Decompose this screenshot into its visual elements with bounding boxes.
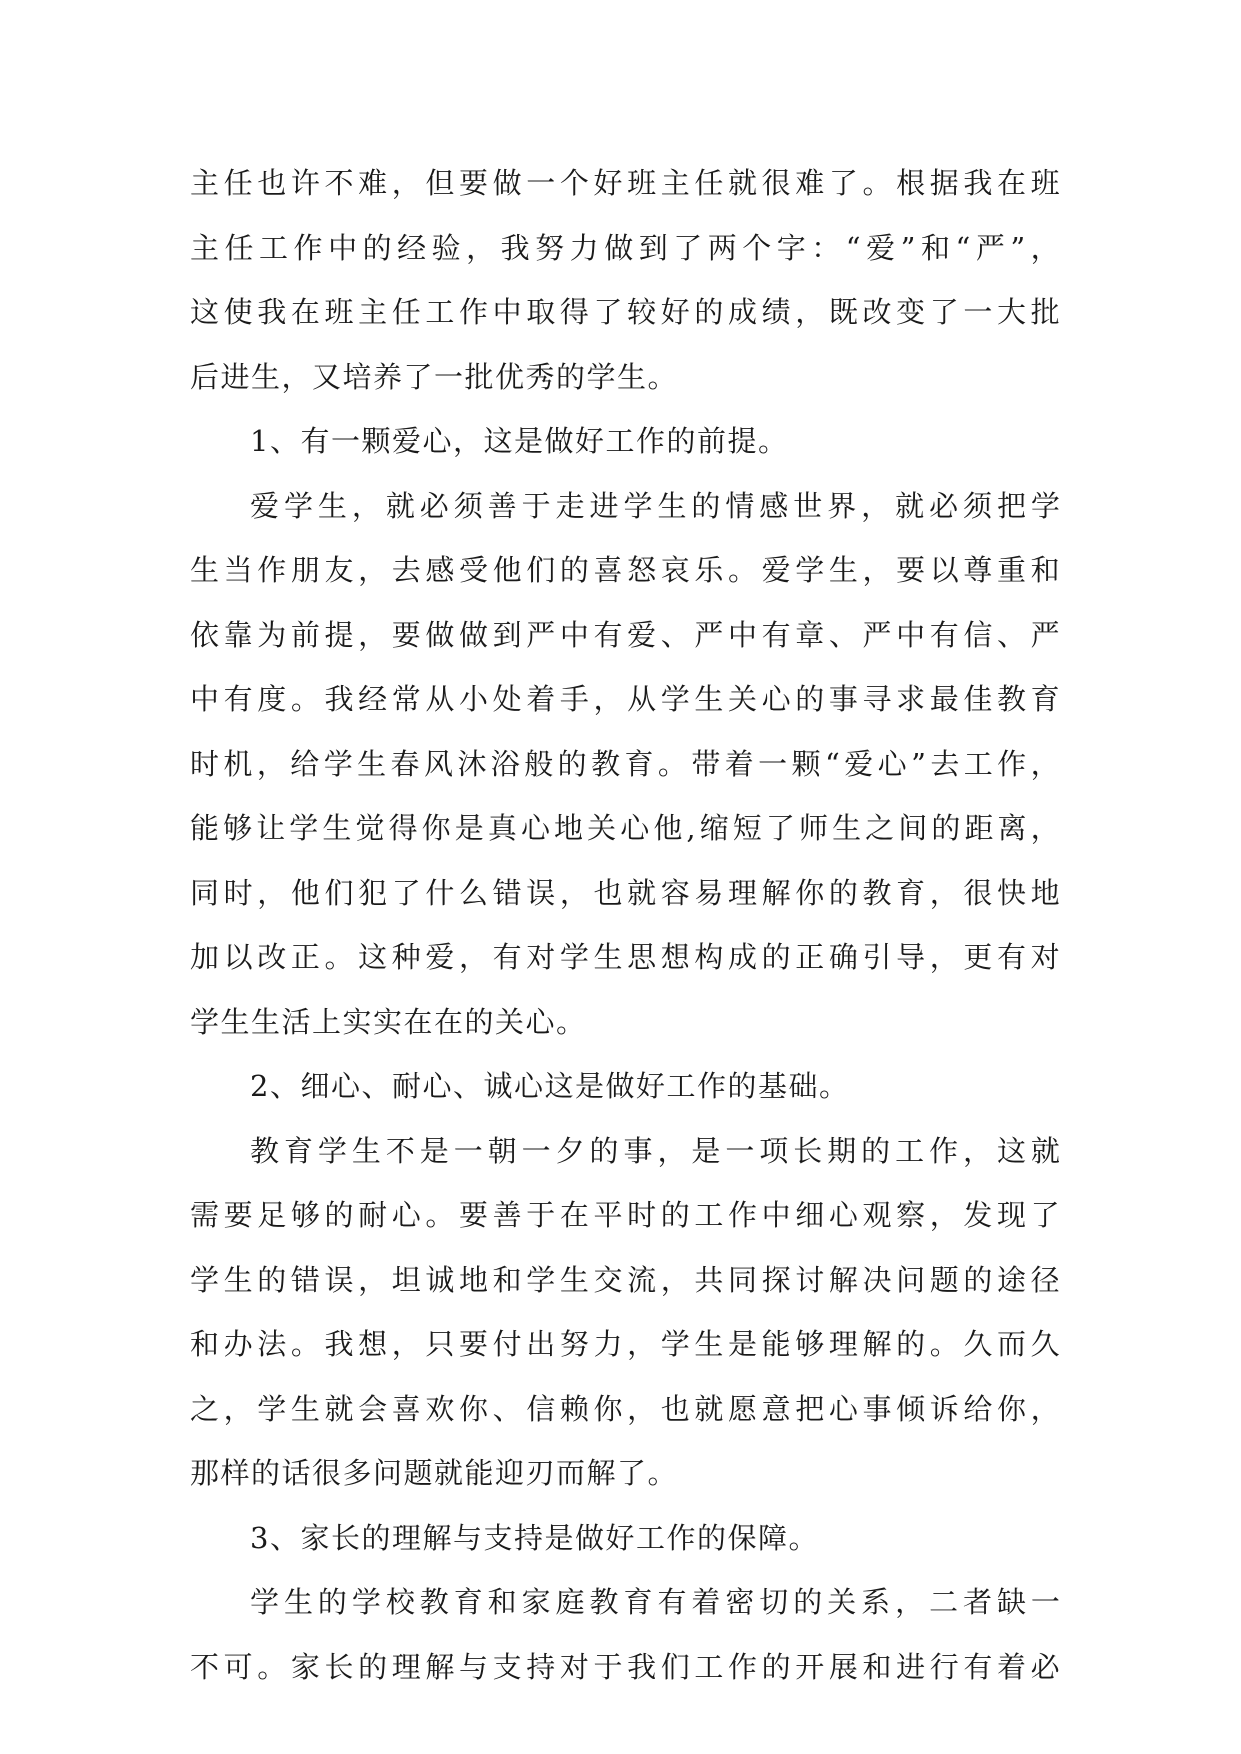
text-line: 这 使 我 在 班 主 任 工 作 中 取 得 了 较 好 的 成 绩 ， 既 改 变 了 一 大 批 <box>190 295 1060 329</box>
paragraph-first-line: 教 育 学 生 不 是 一 朝 一 夕 的 事 ， 是 一 项 长 期 的 工 作 ， 这 就 <box>250 1133 1060 1168</box>
text-line: 主 任 也 许 不 难 ， 但 要 做 一 个 好 班 主 任 就 很 难 了 。 根 据 我 在 班 <box>190 166 1060 200</box>
text-line: 需 要 足 够 的 耐 心 。 要 善 于 在 平 时 的 工 作 中 细 心 观 察 ， 发 现 了 <box>190 1198 1060 1232</box>
text-line: 学 生 的 错 误 ， 坦 诚 地 和 学 生 交 流 ， 共 同 探 讨 解 决 问 题 的 途 径 <box>190 1262 1060 1297</box>
text-line: 加 以 改 正 。 这 种 爱 ， 有 对 学 生 思 想 构 成 的 正 确 引 导 ， 更 有 对 <box>190 940 1060 974</box>
text-line: 主 任 工 作 中 的 经 验 ， 我 努 力 做 到 了 两 个 字 ： “ 爱 ” 和 “ 严 ” ， <box>190 230 1060 265</box>
text-line: 不 可 。 家 长 的 理 解 与 支 持 对 于 我 们 工 作 的 开 展 和 进 行 有 着 必 <box>190 1649 1060 1684</box>
document-body <box>190 158 1060 1706</box>
text-line: 和 办 法 。 我 想 ， 只 要 付 出 努 力 ， 学 生 是 能 够 理 解 的 。 久 而 久 <box>190 1327 1060 1361</box>
text-line: 那样的话很多问题就能迎刃而解了。 <box>190 1456 679 1490</box>
text-line: 学生生活上实实在在的关心。 <box>190 1004 587 1039</box>
text-line: 之 ， 学 生 就 会 喜 欢 你 、 信 赖 你 ， 也 就 愿 意 把 心 事 倾 诉 给 你 ， <box>190 1391 1060 1426</box>
paragraph-first-line: 爱 学 生 ， 就 必 须 善 于 走 进 学 生 的 情 感 世 界 ， 就 必 须 把 学 <box>250 488 1060 523</box>
text-line: 依 靠 为 前 提 ， 要 做 做 到 严 中 有 爱 、 严 中 有 章 、 严 中 有 信 、 严 <box>190 617 1060 652</box>
paragraph-first-line: 学 生 的 学 校 教 育 和 家 庭 教 育 有 着 密 切 的 关 系 ， 二 者 缺 一 <box>250 1585 1060 1619</box>
text-line: 中 有 度 。 我 经 常 从 小 处 着 手 ， 从 学 生 关 心 的 事 寻 求 最 佳 教 育 <box>190 682 1060 716</box>
section-heading: 3、家长的理解与支持是做好工作的保障。 <box>250 1520 819 1555</box>
text-line: 能 够 让 学 生 觉 得 你 是 真 心 地 关 心 他 , 缩 短 了 师 生 之 间 的 距 离 ， <box>190 811 1060 845</box>
text-line: 生 当 作 朋 友 ， 去 感 受 他 们 的 喜 怒 哀 乐 。 爱 学 生 ， 要 以 尊 重 和 <box>190 553 1060 587</box>
section-heading: 2、细心、耐心、诚心这是做好工作的基础。 <box>250 1069 850 1103</box>
section-heading: 1、有一颗爱心，这是做好工作的前提。 <box>250 424 789 458</box>
text-line: 时 机 ， 给 学 生 春 风 沐 浴 般 的 教 育 。 带 着 一 颗 “ 爱 心 ” 去 工 作 ， <box>190 746 1060 781</box>
text-line: 后进生，又培养了一批优秀的学生。 <box>190 359 679 394</box>
text-line: 同 时 ， 他 们 犯 了 什 么 错 误 ， 也 就 容 易 理 解 你 的 教 育 ， 很 快 地 <box>190 875 1060 910</box>
